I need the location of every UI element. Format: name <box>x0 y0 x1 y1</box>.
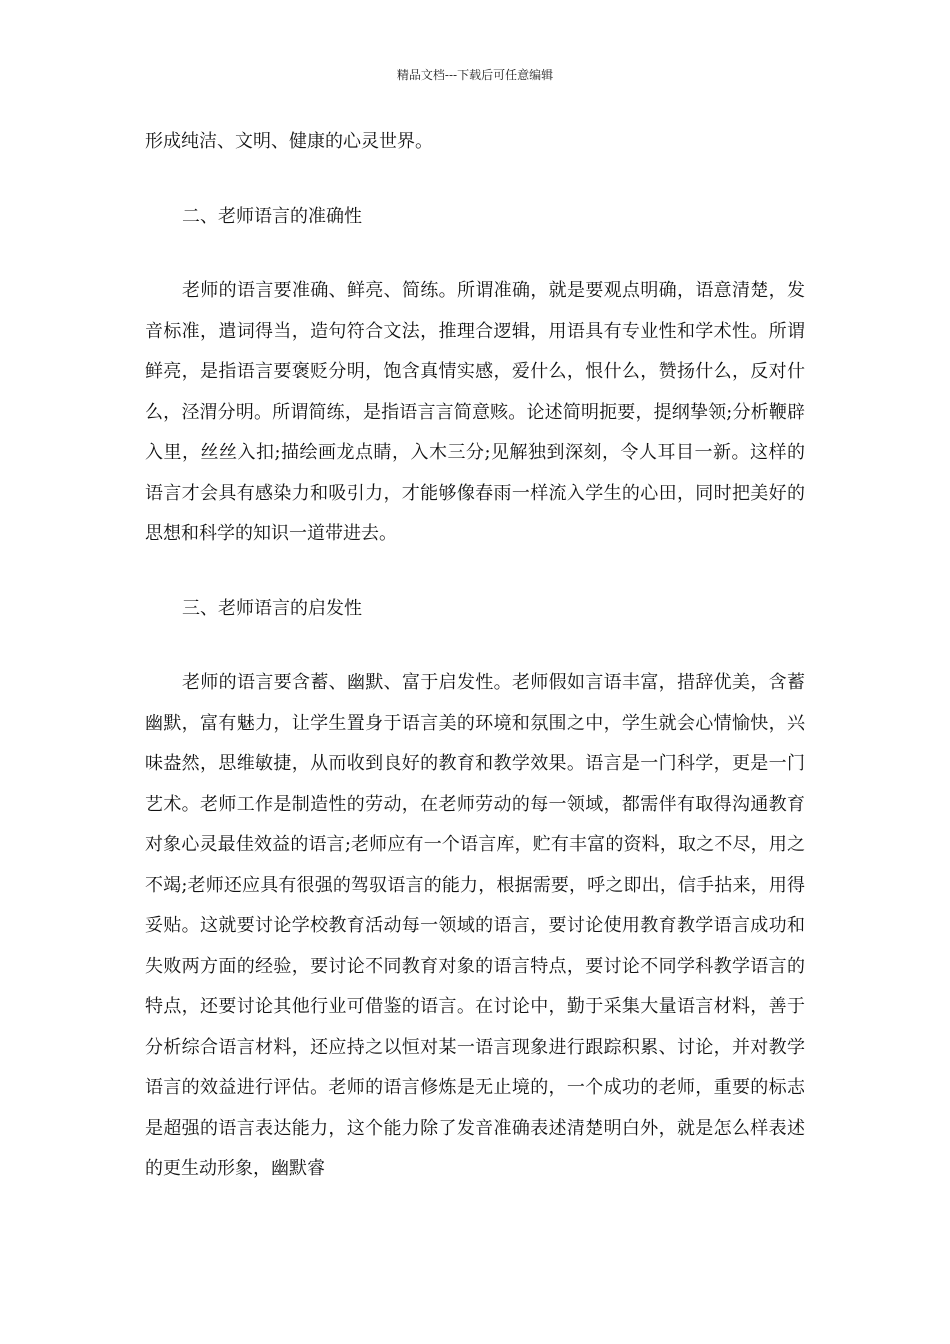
section-3-heading: 三、老师语言的启发性 <box>182 597 362 619</box>
section-2-paragraph: 老师的语言要准确、鲜亮、简练。所谓准确，就是要观点明确，语意清楚，发音标准，遣词得当，造句符合文法，推理合逻辑，用语具有专业性和学术性。所谓鲜亮，是指语言要褒贬分明，饱含真情实感，爱什么，恨什么，赞扬什么，反对什么，泾渭分明。所谓简练，是指语言言简意赅。论述简明扼要，提纲挚领;分析鞭辟入里，丝丝入扣;描绘画龙点睛，入木三分;见解独到深刻，令人耳目一新。这样的语言才会具有感染力和吸引力，才能够像春雨一样流入学生的心田，同时把美好的思想和科学的知识一道带进去。 <box>145 280 805 544</box>
section-3-paragraph: 老师的语言要含蓄、幽默、富于启发性。老师假如言语丰富，措辞优美，含蓄幽默，富有魅力，让学生置身于语言美的环境和氛围之中，学生就会心情愉快，兴味盎然，思维敏捷，从而收到良好的教育和教学效果。语言是一门科学，更是一门艺术。老师工作是制造性的劳动，在老师劳动的每一领域，都需伴有取得沟通教育对象心灵最佳效益的语言;老师应有一个语言库，贮有丰富的资料，取之不尽，用之不竭;老师还应具有很强的驾驭语言的能力，根据需要，呼之即出，信手拈来，用得妥贴。这就要讨论学校教育活动每一领域的语言，要讨论使用教育教学语言成功和失败两方面的经验，要讨论不同教育对象的语言特点，要讨论不同学科教学语言的特点，还要讨论其他行业可借鉴的语言。在讨论中，勤于采集大量语言材料，善于分析综合语言材料，还应持之以恒对某一语言现象进行跟踪积累、讨论，并对教学语言的效益进行评估。老师的语言修炼是无止境的，一个成功的老师，重要的标志是超强的语言表达能力，这个能力除了发音准确表述清楚明白外，就是怎么样表述的更生动形象，幽默睿 <box>145 672 805 1179</box>
intro-tail-paragraph: 形成纯洁、文明、健康的心灵世界。 <box>145 131 433 152</box>
section-2-heading: 二、老师语言的准确性 <box>182 205 362 227</box>
page-header: 精品文档---下载后可任意编辑 <box>396 68 554 82</box>
document-body <box>145 122 805 1190</box>
